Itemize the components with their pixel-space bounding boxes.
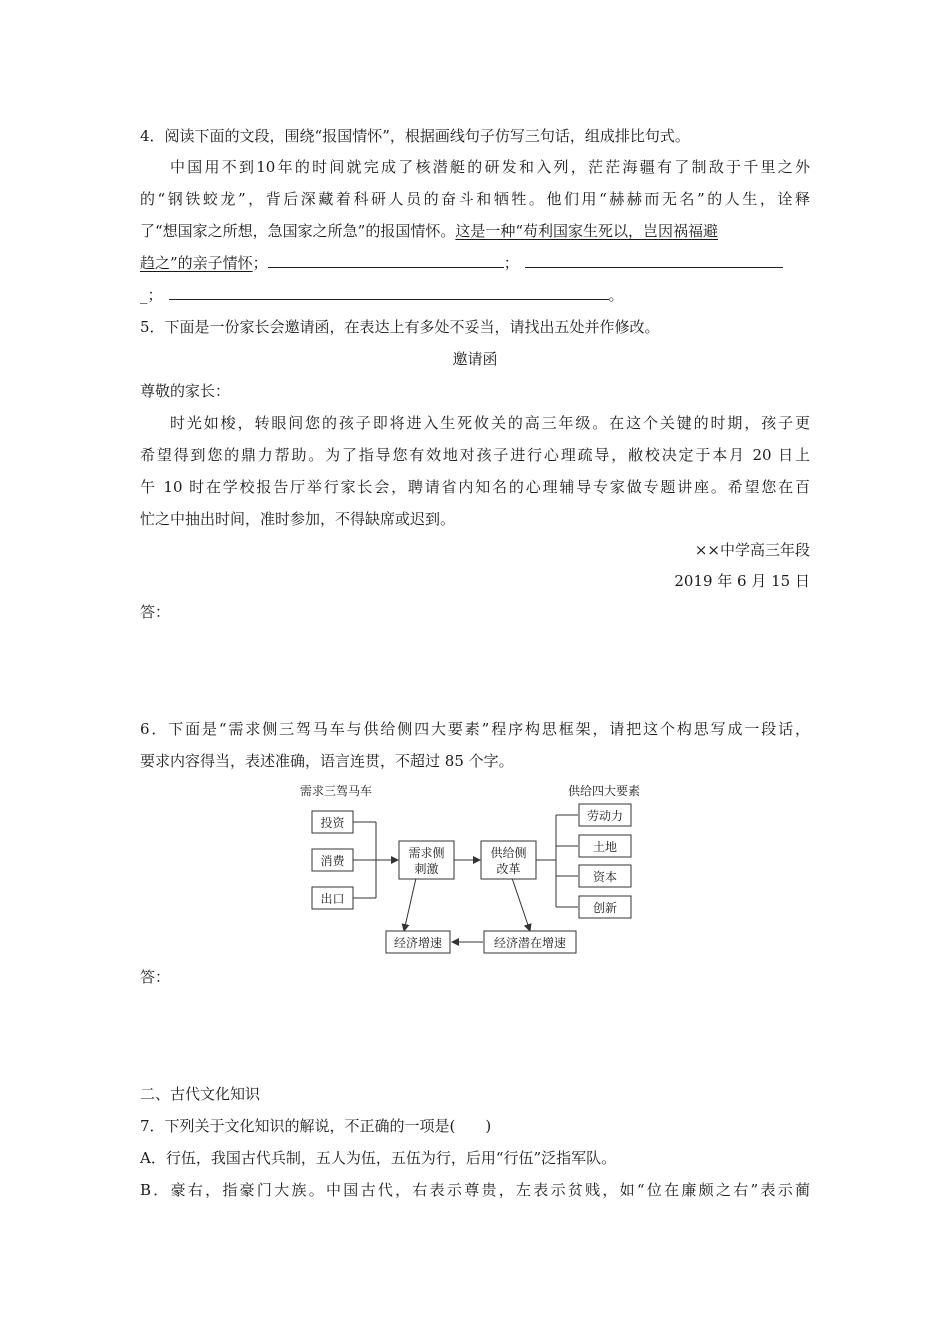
flow-diagram: [290, 778, 660, 958]
invitation-salutation: 尊敬的家长：: [140, 382, 231, 400]
invitation-body-line-4: 忙之中抽出时间，准时参加，不得缺席或迟到。: [140, 510, 456, 528]
q4-separator-3: _；: [140, 286, 163, 304]
invitation-body-line-2: 希望得到您的鼎力帮助。为了指导您有效地对孩子进行心理疏导，敝校决定于本月 20 日上: [140, 446, 810, 464]
label-consumption: 消费: [320, 854, 345, 868]
label-stimulus-line1: 需求侧: [408, 846, 445, 860]
invitation-title: 邀请函: [452, 350, 498, 368]
q4-answer-line: [140, 284, 624, 306]
q4-paragraph-line-2: 的“钢铁蛟龙”，背后深藏着科研人员的奋斗和牺牲。他们用“赫赫而无名”的人生，诠释: [140, 190, 810, 208]
q4-end-mark: 。: [608, 286, 624, 304]
q7-option-a: A．行伍，我国古代兵制，五人为伍，五伍为行，后用“行伍”泛指军队。: [140, 1149, 617, 1167]
q4-plain-text: 了“想国家之所想，急国家之所急”的报国情怀。: [140, 222, 456, 240]
q4-answer-blank-1[interactable]: [268, 253, 504, 268]
q4-underlined-sentence-part1: 这是一种“苟利国家生死以，岂因祸福避: [455, 222, 719, 240]
label-labor: 劳动力: [586, 809, 624, 823]
q4-underlined-sentence-part2: 趋之”的亲子情怀: [140, 254, 253, 272]
label-reform-line2: 改革: [496, 862, 521, 876]
label-export: 出口: [320, 892, 345, 906]
q6-stem-line-2: 要求内容得当，表述准确，语言连贯，不超过 85 个字。: [140, 752, 514, 770]
label-land: 土地: [592, 840, 618, 854]
q6-stem-line-1: 6．下面是“需求侧三驾马车与供给侧四大要素”程序构思框架，请把这个构思写成一段话，: [140, 720, 810, 738]
label-reform-line1: 供给侧: [490, 846, 527, 860]
q4-answer-blank-3[interactable]: [169, 285, 609, 300]
heading-supply-elements: 供给四大要素: [568, 784, 641, 798]
label-potential-growth: 经济潜在增速: [493, 936, 567, 950]
q4-paragraph-line-3: [140, 220, 810, 242]
section-heading: 二、古代文化知识: [140, 1085, 261, 1103]
invitation-body-line-1: 时光如梭，转眼间您的孩子即将进入生死攸关的高三年级。在这个关键的时期，孩子更: [170, 414, 810, 432]
invitation-body-line-3: 午 10 时在学校报告厅举行家长会，聘请省内知名的心理辅导专家做专题讲座。希望您在百: [140, 478, 810, 496]
invitation-date: 2019 年 6 月 15 日: [674, 572, 810, 590]
q5-answer-label: 答：: [140, 603, 171, 621]
label-capital: 资本: [592, 870, 618, 884]
q4-answer-blank-2[interactable]: [525, 253, 783, 268]
q4-paragraph-line-4: [140, 252, 815, 274]
q5-stem: 5．下面是一份家长会邀请函，在表达上有多处不妥当，请找出五处并作修改。: [140, 318, 660, 336]
invitation-signature: ××中学高三年段: [694, 541, 810, 559]
q7-stem: 7．下列关于文化知识的解说，不正确的一项是( ): [140, 1117, 492, 1135]
q4-separator-1: ；: [252, 254, 268, 272]
label-stimulus-line2: 刺激: [414, 862, 439, 876]
heading-demand-troika: 需求三驾马车: [300, 784, 373, 798]
label-economic-growth: 经济增速: [393, 936, 443, 950]
label-investment: 投资: [320, 816, 345, 830]
q6-answer-label: 答：: [140, 968, 171, 986]
label-innovation: 创新: [592, 901, 618, 915]
q4-separator-2: ；: [503, 254, 519, 272]
q7-option-b: B．豪右，指豪门大族。中国古代，右表示尊贵，左表示贫贱，如“位在廉颇之右”表示蔺: [140, 1181, 810, 1199]
q4-paragraph-line-1: 中国用不到10年的时间就完成了核潜艇的研发和入列，茫茫海疆有了制敌于千里之外: [170, 158, 810, 176]
q4-stem: 4．阅读下面的文段，围绕“报国情怀”，根据画线句子仿写三句话，组成排比句式。: [140, 127, 690, 145]
